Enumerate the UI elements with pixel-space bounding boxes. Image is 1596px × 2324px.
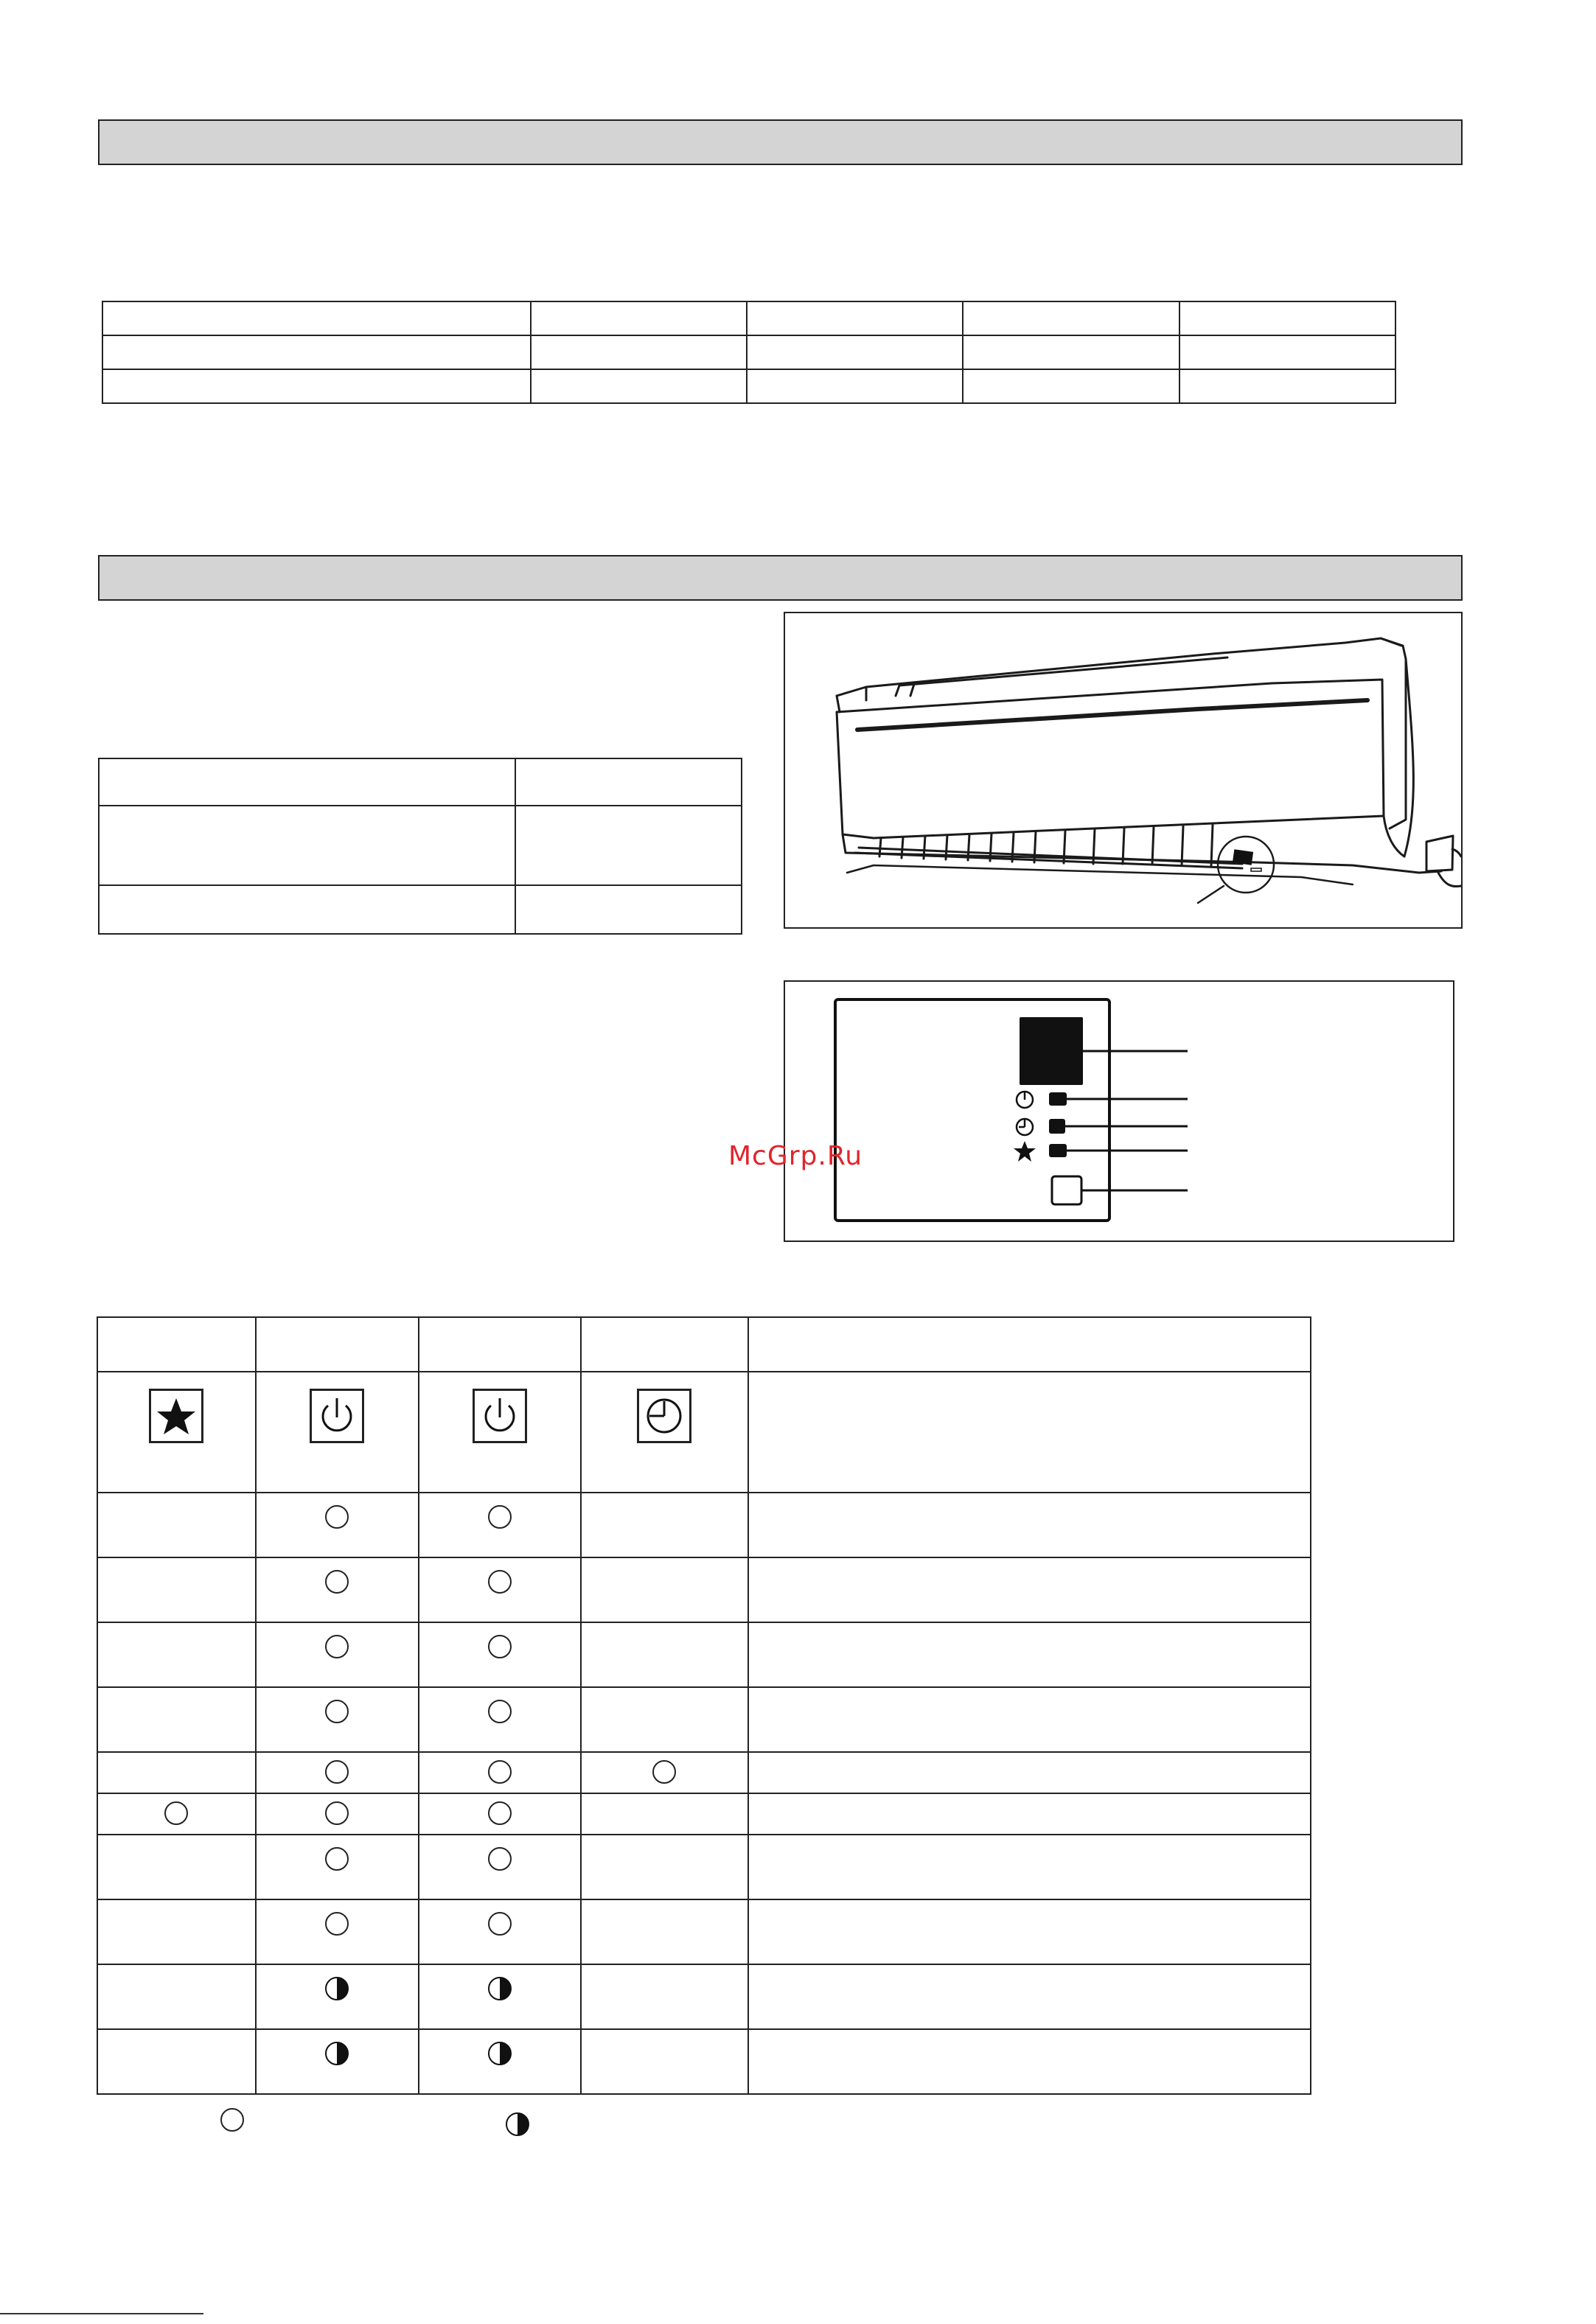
mode-table-header-cell xyxy=(581,1317,748,1372)
power-icon xyxy=(473,1389,527,1443)
mode-cell xyxy=(419,1687,581,1752)
mode-cell xyxy=(419,1793,581,1835)
mode-cell xyxy=(97,1793,256,1835)
power-icon xyxy=(310,1389,364,1443)
mode-table-row xyxy=(97,1899,1311,1964)
mode-cell xyxy=(581,1557,748,1622)
mode-table xyxy=(97,1316,1311,2095)
mode-cell xyxy=(419,1557,581,1622)
small-table-cell xyxy=(515,806,742,885)
mode-cell xyxy=(97,1899,256,1964)
mode-description xyxy=(748,1622,1311,1687)
mode-table-row xyxy=(97,1752,1311,1793)
mode-cell xyxy=(256,2029,419,2094)
ring-indicator xyxy=(488,1847,512,1871)
mode-cell xyxy=(581,1964,748,2029)
indicator-panel-illustration xyxy=(785,982,1453,1240)
mode-cell xyxy=(419,1899,581,1964)
spec-cell xyxy=(963,335,1179,369)
mode-description xyxy=(748,1835,1311,1899)
mode-cell xyxy=(97,1687,256,1752)
mode-cell xyxy=(581,1899,748,1964)
mode-cell xyxy=(581,1793,748,1835)
spec-cell xyxy=(747,369,963,403)
mode-cell xyxy=(581,1835,748,1899)
mode-cell xyxy=(256,1899,419,1964)
mode-table-header-cell xyxy=(748,1317,1311,1372)
spec-cell xyxy=(1179,301,1395,335)
ring-indicator xyxy=(325,1912,349,1936)
small-table-cell xyxy=(99,758,515,806)
mode-cell xyxy=(581,1493,748,1557)
ring-indicator xyxy=(325,1700,349,1723)
half-filled-indicator xyxy=(325,1977,349,2000)
mode-table-row xyxy=(97,1793,1311,1835)
spec-cell xyxy=(963,301,1179,335)
half-filled-indicator xyxy=(325,2042,349,2065)
mode-cell xyxy=(97,1622,256,1687)
half-filled-indicator xyxy=(488,1977,512,2000)
spec-table xyxy=(102,301,1396,404)
mode-cell xyxy=(419,1493,581,1557)
mode-cell xyxy=(581,1752,748,1793)
mode-cell xyxy=(256,1793,419,1835)
mode-table-row xyxy=(97,2029,1311,2094)
spec-cell xyxy=(102,301,531,335)
mode-description xyxy=(748,1557,1311,1622)
mode-cell xyxy=(256,1622,419,1687)
mode-cell xyxy=(256,1493,419,1557)
mode-cell xyxy=(581,2029,748,2094)
small-table xyxy=(98,758,742,935)
air-conditioner-illustration xyxy=(785,613,1461,927)
mode-table-row xyxy=(97,1835,1311,1899)
mode-cell xyxy=(419,1835,581,1899)
mode-cell xyxy=(256,1557,419,1622)
ring-indicator xyxy=(325,1847,349,1871)
mode-table-icon-cell xyxy=(97,1372,256,1493)
mode-cell xyxy=(256,1687,419,1752)
watermark: McGrp.Ru xyxy=(728,1141,863,1171)
mode-cell xyxy=(581,1622,748,1687)
star-icon xyxy=(1013,1140,1036,1163)
mode-description xyxy=(748,1752,1311,1793)
spec-cell xyxy=(1179,369,1395,403)
mode-description xyxy=(748,1899,1311,1964)
mode-cell xyxy=(419,1964,581,2029)
mode-cell xyxy=(97,1835,256,1899)
mode-description xyxy=(748,1687,1311,1752)
small-table-cell xyxy=(99,806,515,885)
mode-cell xyxy=(97,1493,256,1557)
section-header-bar-1 xyxy=(98,119,1463,165)
mode-description xyxy=(748,1493,1311,1557)
mode-description xyxy=(748,1793,1311,1835)
indoor-unit-figure xyxy=(784,612,1463,929)
mode-cell xyxy=(581,1687,748,1752)
mode-cell xyxy=(256,1964,419,2029)
ring-indicator xyxy=(325,1760,349,1784)
mode-table-icon-row xyxy=(97,1372,1311,1493)
spec-cell xyxy=(747,335,963,369)
mode-table-header-cell xyxy=(256,1317,419,1372)
ring-indicator xyxy=(488,1700,512,1723)
spec-cell xyxy=(531,335,747,369)
indicator-panel-figure xyxy=(784,980,1454,1242)
mode-table-icon-cell xyxy=(256,1372,419,1493)
mode-table-row xyxy=(97,1622,1311,1687)
mode-cell xyxy=(97,1964,256,2029)
mode-cell xyxy=(97,1752,256,1793)
ring-indicator xyxy=(488,1801,512,1825)
mode-cell xyxy=(419,1622,581,1687)
mode-table-row xyxy=(97,1964,1311,2029)
spec-cell xyxy=(531,301,747,335)
star-icon xyxy=(149,1389,203,1443)
ring-indicator xyxy=(325,1635,349,1658)
mode-cell xyxy=(97,2029,256,2094)
spec-cell xyxy=(963,369,1179,403)
half-filled-indicator xyxy=(488,2042,512,2065)
ring-indicator xyxy=(488,1505,512,1529)
mode-cell xyxy=(97,1557,256,1622)
small-table-cell xyxy=(515,885,742,934)
mode-table-header-cell xyxy=(419,1317,581,1372)
section-header-bar-2 xyxy=(98,555,1463,601)
ring-indicator xyxy=(488,1760,512,1784)
mode-description xyxy=(748,1964,1311,2029)
mode-cell xyxy=(419,2029,581,2094)
ring-indicator xyxy=(488,1570,512,1594)
ring-indicator xyxy=(325,1570,349,1594)
ring-indicator xyxy=(325,1505,349,1529)
mode-cell xyxy=(256,1752,419,1793)
mode-table-row xyxy=(97,1493,1311,1557)
small-table-cell xyxy=(515,758,742,806)
ring-indicator xyxy=(488,1635,512,1658)
mode-description xyxy=(748,2029,1311,2094)
mode-table-header-cell xyxy=(97,1317,256,1372)
small-table-cell xyxy=(99,885,515,934)
spec-cell xyxy=(531,369,747,403)
mode-table-row xyxy=(97,1687,1311,1752)
clock-icon xyxy=(637,1389,691,1443)
spec-cell xyxy=(747,301,963,335)
legend-ring-indicator xyxy=(220,2108,244,2132)
mode-table-icon-cell xyxy=(581,1372,748,1493)
mode-table-icon-cell xyxy=(419,1372,581,1493)
mode-table-icon-cell xyxy=(748,1372,1311,1493)
spec-cell xyxy=(102,335,531,369)
footer-rule xyxy=(0,2313,203,2314)
ring-indicator xyxy=(325,1801,349,1825)
mode-table-header-row xyxy=(97,1317,1311,1372)
ring-indicator xyxy=(164,1801,188,1825)
ring-indicator xyxy=(488,1912,512,1936)
spec-cell xyxy=(102,369,531,403)
ring-indicator xyxy=(652,1760,676,1784)
mode-table-row xyxy=(97,1557,1311,1622)
spec-cell xyxy=(1179,335,1395,369)
mode-cell xyxy=(256,1835,419,1899)
legend-half-filled-indicator xyxy=(506,2112,529,2136)
timer-on-icon xyxy=(1014,1089,1036,1111)
mode-cell xyxy=(419,1752,581,1793)
timer-off-icon xyxy=(1014,1116,1036,1138)
